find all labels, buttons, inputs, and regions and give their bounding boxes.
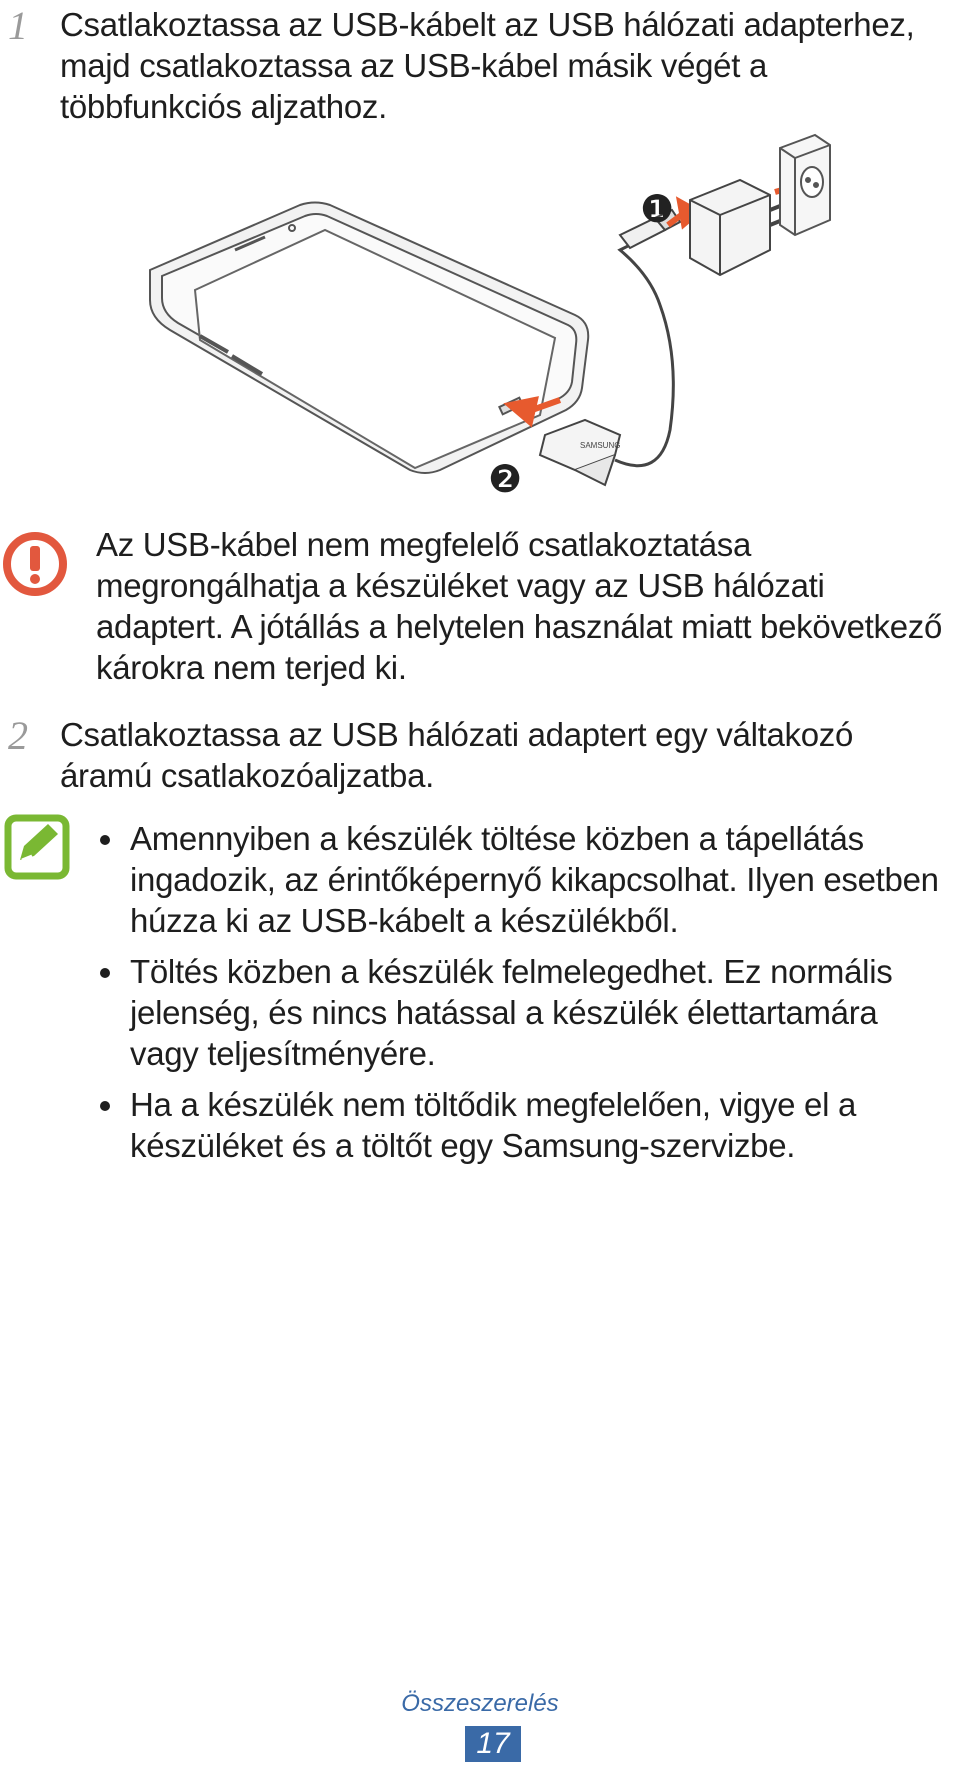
step-number-2: 2 bbox=[8, 713, 28, 758]
warning-exclamation-icon bbox=[2, 531, 68, 597]
step-number-1: 1 bbox=[8, 3, 28, 48]
footer-section-title: Összeszerelés bbox=[401, 1690, 559, 1717]
wall-socket-icon bbox=[780, 135, 830, 235]
step-2-text: Csatlakoztassa az USB hálózati adaptert egy váltakozó áramú csatlakozóaljzatba. bbox=[60, 716, 854, 794]
warning-text: Az USB-kábel nem megfelelő csatlakoztatása megrongálhatja a készüléket vagy az USB hálózati adaptert. A jótállás a helytelen használat miatt bekövetkező károkra nem terjed ki. bbox=[96, 526, 943, 686]
note-bullet-1: Amennyiben a készülék töltése közben a tápellátás ingadozik, az érintőképernyő kikapcsolhat. Ilyen esetben húzza ki az USB-kábelt a készülékből. bbox=[100, 818, 950, 941]
connector-brand-label: SAMSUNG bbox=[580, 441, 621, 450]
note-bullet-2: Töltés közben a készülék felmelegedhet. Ez normális jelenség, és nincs hatással a készülék élettartamára vagy teljesítményére. bbox=[100, 951, 950, 1074]
callout-2: ❷ bbox=[488, 457, 523, 501]
connector-plug-icon bbox=[540, 420, 620, 485]
tablet-icon bbox=[150, 203, 588, 474]
step-1-text: Csatlakoztassa az USB-kábelt az USB hálózati adapterhez, majd csatlakoztassa az USB-kábel másik végét a többfunkciós aljzathoz. bbox=[60, 6, 915, 125]
note-pencil-icon bbox=[2, 812, 72, 882]
charging-illustration bbox=[0, 130, 960, 520]
callout-1: ❶ bbox=[640, 187, 675, 231]
note-bullet-list bbox=[100, 818, 950, 1176]
usb-cable bbox=[615, 240, 673, 466]
note-bullet-3: Ha a készülék nem töltődik megfelelően, vigye el a készüléket és a töltőt egy Samsung-szervizbe. bbox=[100, 1084, 950, 1166]
footer-page-number: 17 bbox=[465, 1726, 521, 1762]
